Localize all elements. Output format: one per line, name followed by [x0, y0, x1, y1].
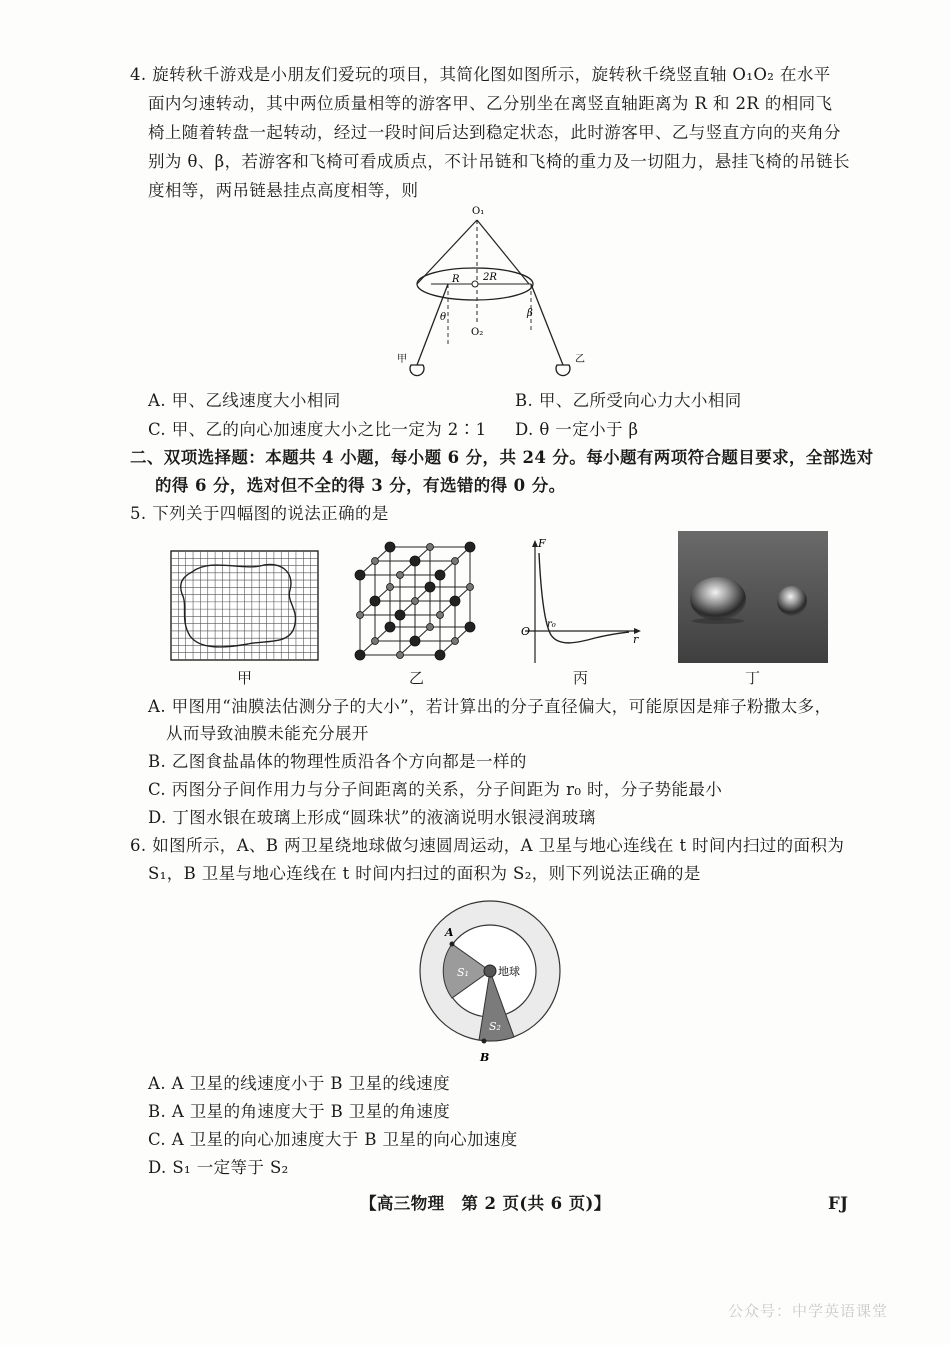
chloride-ion: [395, 610, 405, 620]
q4-option-c: C. 甲、乙的向心加速度大小之比一定为 2∶1: [148, 420, 487, 439]
sodium-ion: [437, 612, 444, 619]
q5-option-b: B. 乙图食盐晶体的物理性质沿各个方向都是一样的: [148, 752, 527, 771]
chloride-ion: [435, 650, 445, 660]
sodium-ion: [357, 612, 364, 619]
sodium-ion: [427, 624, 434, 631]
q4-line-2: 面内匀速转动，其中两位质量相等的游客甲、乙分别坐在离竖直轴距离为 R 和 2R 的相同飞: [148, 94, 833, 113]
sodium-ion: [387, 584, 394, 591]
chloride-ion: [435, 570, 445, 580]
q5-option-a-line1: A. 甲图用“油膜法估测分子的大小”，若计算出的分子直径偏大，可能原因是痱子粉撒太多，: [148, 697, 832, 716]
caption-ding: 丁: [745, 669, 761, 687]
q5-option-c: C. 丙图分子间作用力与分子间距离的关系，分子间距为 r₀ 时，分子势能最小: [148, 780, 723, 799]
large-mercury-drop: [690, 577, 746, 621]
caption-bing: 丙: [573, 669, 589, 687]
force-distance-graph: [515, 535, 645, 667]
sodium-ion: [452, 558, 459, 565]
chloride-ion: [425, 582, 435, 592]
chloride-ion: [450, 596, 460, 606]
label-earth: 地球: [498, 965, 520, 978]
label-2r: 2R: [483, 272, 497, 283]
label-s2: S₂: [489, 1020, 501, 1033]
chloride-ion: [355, 650, 365, 660]
graph-label-r0: r₀: [547, 619, 556, 630]
chloride-ion: [355, 570, 365, 580]
label-beta: β: [527, 308, 533, 319]
chloride-ion: [385, 542, 395, 552]
q6-line-2: S₁，B 卫星与地心连线在 t 时间内扫过的面积为 S₂，则下列说法正确的是: [148, 864, 701, 883]
q5-option-d: D. 丁图水银在玻璃上形成“圆珠状”的液滴说明水银浸润玻璃: [148, 808, 596, 827]
label-o1: O₁: [472, 206, 485, 217]
chloride-ion: [465, 542, 475, 552]
sodium-ion: [397, 572, 404, 579]
oil-film-grid-figure: [170, 550, 320, 662]
sodium-ion: [427, 544, 434, 551]
q5-stem: 5. 下列关于四幅图的说法正确的是: [130, 504, 389, 523]
satellite-orbits-figure: [405, 898, 575, 1068]
q5-option-a-line2: 从而导致油膜未能充分展开: [166, 724, 369, 743]
sodium-ion: [397, 652, 404, 659]
q6-option-d: D. S₁ 一定等于 S₂: [148, 1158, 289, 1177]
q4-line-5: 度相等，两吊链悬挂点高度相等，则: [148, 181, 419, 200]
chloride-ion: [410, 556, 420, 566]
footer-page-info: 【高三物理 第 2 页(共 6 页)】: [360, 1194, 611, 1213]
q4-option-a: A. 甲、乙线速度大小相同: [148, 391, 341, 410]
q4-option-d: D. θ 一定小于 β: [515, 420, 639, 439]
caption-jia: 甲: [237, 669, 253, 687]
earth-icon: [484, 965, 496, 977]
salt-crystal-figure: [350, 535, 485, 665]
label-r: R: [452, 274, 460, 285]
sodium-ion: [452, 638, 459, 645]
q4-line-4: 别为 θ、β，若游客和飞椅可看成质点，不计吊链和飞椅的重力及一切阻力，悬挂飞椅的吊链长: [148, 152, 850, 171]
satellite-b-icon: [482, 1039, 487, 1044]
watermark: 公众号：中学英语课堂: [727, 1302, 888, 1320]
label-jia: 甲: [397, 354, 407, 365]
chloride-ion: [465, 622, 475, 632]
section2-heading-line1: 二、双项选择题：本题共 4 小题，每小题 6 分，共 24 分。每小题有两项符合题目要求，全部选对: [130, 448, 874, 467]
small-mercury-drop: [777, 586, 807, 616]
footer-code: FJ: [828, 1194, 849, 1213]
q6-option-a: A. A 卫星的线速度小于 B 卫星的线速度: [148, 1074, 450, 1093]
satellite-a-icon: [450, 942, 455, 947]
label-a: A: [445, 926, 454, 939]
sodium-ion: [467, 584, 474, 591]
caption-yi: 乙: [409, 669, 425, 687]
graph-label-o: O: [521, 625, 531, 638]
label-o2: O₂: [471, 327, 484, 338]
graph-label-r: r: [633, 633, 639, 646]
seat-yi-icon: [556, 365, 570, 376]
sodium-ion: [372, 638, 379, 645]
graph-label-f: F: [538, 537, 546, 550]
q6-option-b: B. A 卫星的角速度大于 B 卫星的角速度: [148, 1102, 451, 1121]
chloride-ion: [410, 636, 420, 646]
q4-line-1: 4. 旋转秋千游戏是小朋友们爱玩的项目，其简化图如图所示，旋转秋千绕竖直轴 O₁O₂ 在水平: [130, 65, 831, 84]
seat-jia-icon: [410, 365, 424, 376]
q6-option-c: C. A 卫星的向心加速度大于 B 卫星的向心加速度: [148, 1130, 518, 1149]
sodium-ion: [412, 598, 419, 605]
label-b: B: [480, 1051, 490, 1064]
sodium-ion: [372, 558, 379, 565]
q4-line-3: 椅上随着转盘一起转动，经过一段时间后达到稳定状态，此时游客甲、乙与竖直方向的夹角分: [148, 123, 841, 142]
label-s1: S₁: [457, 966, 469, 979]
chloride-ion: [370, 596, 380, 606]
q6-line-1: 6. 如图所示，A、B 两卫星绕地球做匀速圆周运动，A 卫星与地心连线在 t 时间内扫过的面积为: [130, 836, 845, 855]
q4-option-b: B. 甲、乙所受向心力大小相同: [515, 391, 742, 410]
mercury-droplet-photo: [678, 531, 828, 663]
swing-figure: [395, 200, 595, 390]
label-theta: θ: [440, 312, 447, 323]
chloride-ion: [385, 622, 395, 632]
label-yi: 乙: [575, 354, 585, 365]
section2-heading-line2: 的得 6 分，选对但不全的得 3 分，有选错的得 0 分。: [155, 476, 566, 495]
